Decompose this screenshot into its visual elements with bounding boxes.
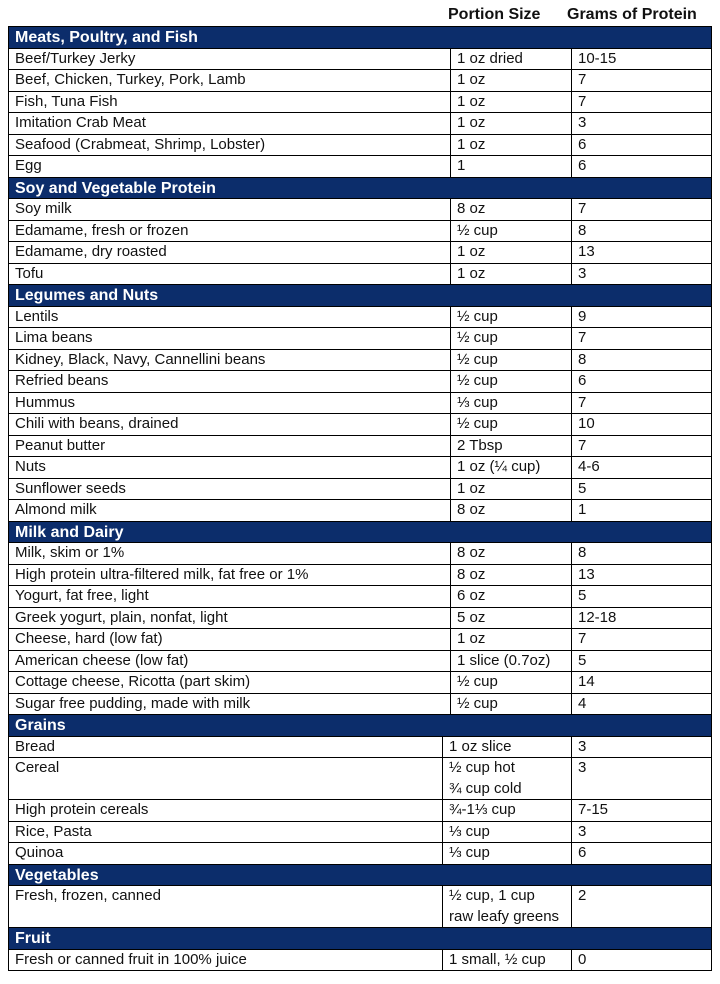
protein-cell: 9 xyxy=(578,307,587,325)
table-row xyxy=(9,134,711,156)
portion-cell: 8 oz xyxy=(451,199,572,220)
category-header: Soy and Vegetable Protein xyxy=(9,177,711,199)
protein-cell: 5 xyxy=(578,479,587,497)
portion-cell: 8 oz xyxy=(451,543,572,564)
portion-cell: 1 small, ½ cup xyxy=(443,950,572,971)
protein-cell: 10-15 xyxy=(578,49,617,67)
portion-cell: 1 oz slice xyxy=(443,737,572,758)
protein-cell: 3 xyxy=(578,114,587,131)
food-cell: Kidney, Black, Navy, Cannellini beans xyxy=(9,350,451,371)
protein-cell: 7 xyxy=(578,436,587,454)
protein-cell: 8 xyxy=(578,350,587,368)
table-row xyxy=(9,392,711,414)
protein-cell: 6 xyxy=(578,135,587,153)
protein-table xyxy=(8,26,712,971)
category-header: Grains xyxy=(9,714,711,736)
protein-cell: 2 xyxy=(578,887,587,904)
protein-cell: 13 xyxy=(578,243,595,260)
portion-cell: 2 Tbsp xyxy=(451,436,572,457)
table-row xyxy=(9,155,711,177)
food-cell: Yogurt, fat free, light xyxy=(9,586,451,607)
protein-cell: 7 xyxy=(578,393,587,411)
table-row xyxy=(9,370,711,392)
portion-cell: ½ cup hot ¾ cup cold xyxy=(443,758,572,799)
portion-cell: ½ cup xyxy=(451,371,572,392)
food-cell: Beef/Turkey Jerky xyxy=(9,49,451,70)
table-row xyxy=(9,949,711,971)
table-row xyxy=(9,241,711,263)
protein-cell: 7 xyxy=(578,71,587,88)
table-row xyxy=(9,413,711,435)
table-row xyxy=(9,650,711,672)
food-cell: Milk, skim or 1% xyxy=(9,543,451,564)
food-cell: Beef, Chicken, Turkey, Pork, Lamb xyxy=(9,70,451,91)
table-row xyxy=(9,499,711,521)
table-row xyxy=(9,112,711,134)
portion-cell: ½ cup xyxy=(451,414,572,435)
food-cell: Cottage cheese, Ricotta (part skim) xyxy=(9,672,451,693)
food-cell: High protein ultra-filtered milk, fat free or 1% xyxy=(9,565,451,586)
portion-cell: 6 oz xyxy=(451,586,572,607)
food-cell: Peanut butter xyxy=(9,436,451,457)
protein-cell: 8 xyxy=(578,221,587,239)
portion-cell: ⅓ cup xyxy=(451,393,572,414)
protein-cell: 7 xyxy=(578,92,587,110)
protein-cell: 3 xyxy=(578,264,587,282)
category-section xyxy=(9,714,711,864)
table-row xyxy=(9,69,711,91)
food-cell: Almond milk xyxy=(9,500,451,521)
protein-cell: 14 xyxy=(578,673,595,690)
portion-cell: ½ cup xyxy=(451,307,572,328)
portion-cell: 1 oz xyxy=(451,113,572,134)
category-section xyxy=(9,927,711,970)
protein-cell: 12-18 xyxy=(578,608,617,626)
food-cell: Lima beans xyxy=(9,328,451,349)
category-section xyxy=(9,177,711,285)
protein-cell: 6 xyxy=(578,372,587,389)
food-cell: Fresh or canned fruit in 100% juice xyxy=(9,950,443,971)
food-cell: Greek yogurt, plain, nonfat, light xyxy=(9,608,451,629)
table-row xyxy=(9,585,711,607)
protein-cell: 6 xyxy=(578,844,587,861)
protein-cell: 4-6 xyxy=(578,458,600,475)
table-row xyxy=(9,349,711,371)
table-row xyxy=(9,564,711,586)
table-row xyxy=(9,306,711,328)
food-cell: High protein cereals xyxy=(9,800,443,821)
protein-cell: 3 xyxy=(578,822,587,840)
portion-cell: 1 oz xyxy=(451,92,572,113)
food-cell: Egg xyxy=(9,156,451,177)
portion-cell: 1 slice (0.7oz) xyxy=(451,651,572,672)
portion-cell: ½ cup, 1 cup raw leafy greens xyxy=(443,886,572,927)
portion-cell: ⅓ cup xyxy=(443,843,572,864)
table-row xyxy=(9,263,711,285)
category-header: Legumes and Nuts xyxy=(9,284,711,306)
category-header: Fruit xyxy=(9,927,711,949)
table-row xyxy=(9,48,711,70)
food-cell: Seafood (Crabmeat, Shrimp, Lobster) xyxy=(9,135,451,156)
protein-cell: 13 xyxy=(578,565,595,583)
portion-cell: ¾-1⅓ cup xyxy=(443,800,572,821)
food-cell: Bread xyxy=(9,737,443,758)
protein-cell: 7 xyxy=(578,200,587,217)
portion-cell: 1 oz xyxy=(451,70,572,91)
table-row xyxy=(9,842,711,864)
protein-cell: 8 xyxy=(578,544,587,561)
protein-cell: 5 xyxy=(578,651,587,669)
portion-cell: ½ cup xyxy=(451,328,572,349)
table-row xyxy=(9,327,711,349)
portion-cell: ½ cup xyxy=(451,221,572,242)
table-row xyxy=(9,478,711,500)
portion-cell: 8 oz xyxy=(451,565,572,586)
portion-cell: 1 oz xyxy=(451,629,572,650)
portion-cell: 1 oz dried xyxy=(451,49,572,70)
table-row xyxy=(9,885,711,927)
category-section xyxy=(9,521,711,715)
portion-cell: 5 oz xyxy=(451,608,572,629)
portion-size-header: Portion Size xyxy=(448,6,541,23)
food-cell: Cheese, hard (low fat) xyxy=(9,629,451,650)
table-row xyxy=(9,693,711,715)
food-cell: American cheese (low fat) xyxy=(9,651,451,672)
table-row xyxy=(9,799,711,821)
table-row xyxy=(9,435,711,457)
table-row xyxy=(9,671,711,693)
food-cell: Sugar free pudding, made with milk xyxy=(9,694,451,715)
portion-cell: 1 oz xyxy=(451,264,572,285)
food-cell: Lentils xyxy=(9,307,451,328)
food-cell: Chili with beans, drained xyxy=(9,414,451,435)
protein-cell: 7 xyxy=(578,630,587,647)
protein-cell: 7-15 xyxy=(578,801,609,818)
table-row xyxy=(9,821,711,843)
category-header: Vegetables xyxy=(9,864,711,886)
food-cell: Edamame, fresh or frozen xyxy=(9,221,451,242)
protein-cell: 3 xyxy=(578,759,587,776)
food-cell: Rice, Pasta xyxy=(9,822,443,843)
category-section xyxy=(9,284,711,521)
table-row xyxy=(9,757,711,799)
protein-cell: 0 xyxy=(578,950,587,968)
food-cell: Refried beans xyxy=(9,371,451,392)
food-cell: Cereal xyxy=(9,758,443,799)
food-cell: Soy milk xyxy=(9,199,451,220)
table-row xyxy=(9,607,711,629)
portion-cell: ½ cup xyxy=(451,672,572,693)
category-section xyxy=(9,26,711,177)
portion-cell: ⅓ cup xyxy=(443,822,572,843)
protein-cell: 1 xyxy=(578,501,587,518)
portion-cell: 1 oz xyxy=(451,242,572,263)
food-cell: Quinoa xyxy=(9,843,443,864)
food-cell: Edamame, dry roasted xyxy=(9,242,451,263)
portion-cell: 1 oz (¼ cup) xyxy=(451,457,572,478)
table-row xyxy=(9,628,711,650)
portion-cell: 1 xyxy=(451,156,572,177)
protein-cell: 5 xyxy=(578,587,587,604)
portion-cell: 1 oz xyxy=(451,479,572,500)
category-header: Milk and Dairy xyxy=(9,521,711,543)
portion-cell: 8 oz xyxy=(451,500,572,521)
table-row xyxy=(9,91,711,113)
portion-cell: ½ cup xyxy=(451,694,572,715)
protein-cell: 10 xyxy=(578,415,595,432)
table-row xyxy=(9,198,711,220)
food-cell: Fish, Tuna Fish xyxy=(9,92,451,113)
category-section xyxy=(9,864,711,928)
protein-cell: 4 xyxy=(578,694,587,712)
portion-cell: ½ cup xyxy=(451,350,572,371)
food-cell: Hummus xyxy=(9,393,451,414)
food-cell: Sunflower seeds xyxy=(9,479,451,500)
table-row xyxy=(9,220,711,242)
food-cell: Fresh, frozen, canned xyxy=(9,886,443,927)
table-row xyxy=(9,542,711,564)
table-row xyxy=(9,456,711,478)
protein-cell: 6 xyxy=(578,157,587,174)
portion-cell: 1 oz xyxy=(451,135,572,156)
food-cell: Tofu xyxy=(9,264,451,285)
food-cell: Imitation Crab Meat xyxy=(9,113,451,134)
grams-of-protein-header: Grams of Protein xyxy=(567,6,697,23)
protein-cell: 7 xyxy=(578,329,587,346)
protein-cell: 3 xyxy=(578,737,587,755)
food-cell: Nuts xyxy=(9,457,451,478)
category-header: Meats, Poultry, and Fish xyxy=(9,26,711,48)
table-row xyxy=(9,736,711,758)
